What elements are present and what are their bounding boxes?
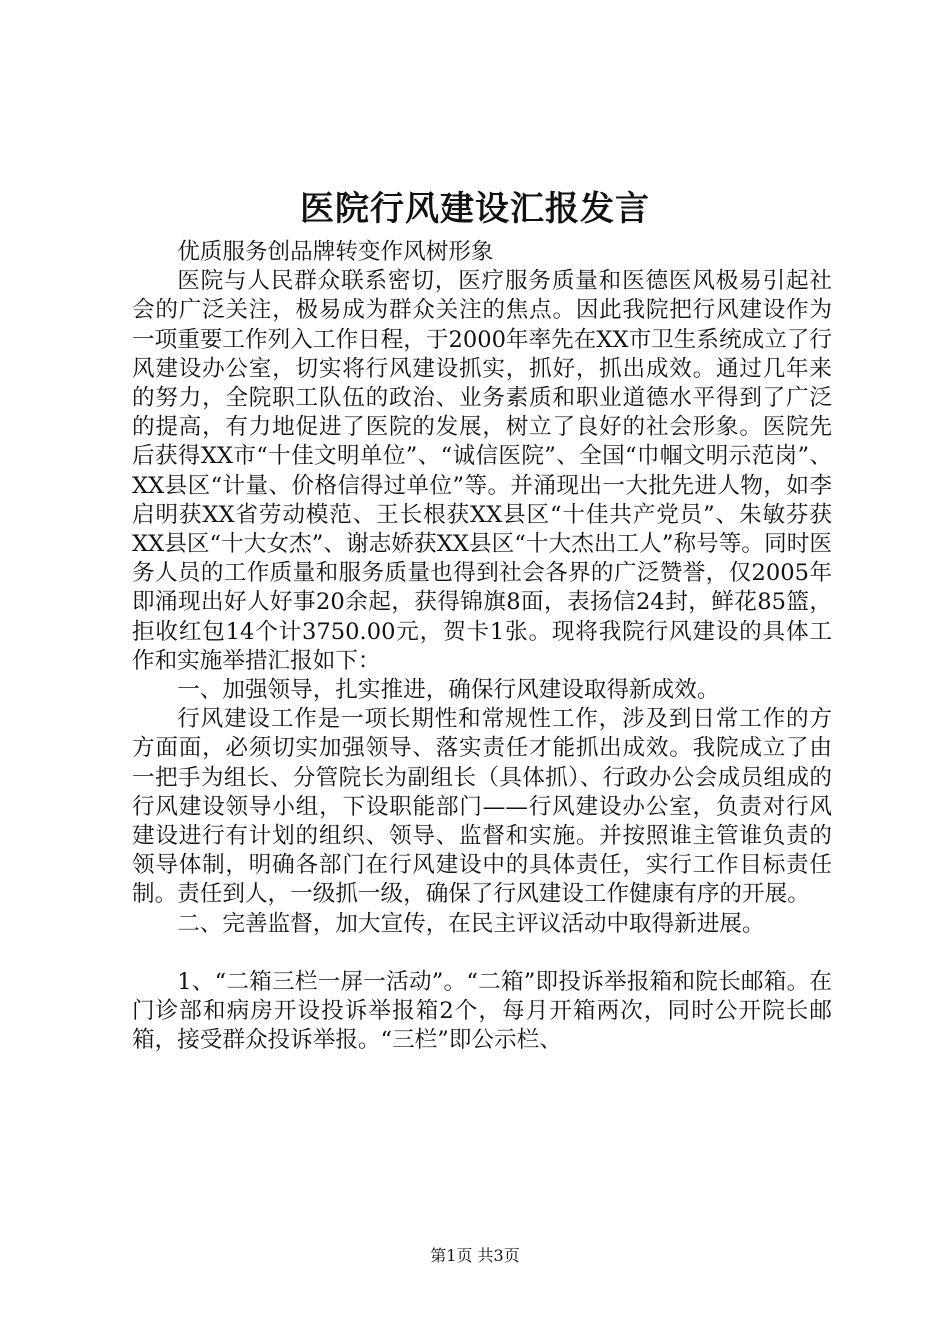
page-number: 第1页 共3页 (430, 1246, 520, 1265)
section-heading-1: 一、加强领导，扎实推进，确保行风建设取得新成效。 (177, 677, 720, 704)
section-1-paragraph: 行风建设工作是一项长期性和常规性工作，涉及到日常工作的方方面面，必须切实加强领导、落实责任才能抓出成效。我院成立了由一把手为组长、分管院长为副组长（具体抓）、行政办公会成员组成的行风建设领导小组，下设职能部门——行风建设办公室，负责对行风建设进行有计划的组织、领导、监督和实施。并按照谁主管谁负责的领导体制，明确各部门在行风建设中的具体责任，实行工作目标责任制。责任到人，一级抓一级，确保了行风建设工作健康有序的开展。 (132, 706, 832, 908)
document-body (132, 238, 832, 1055)
intro-paragraph: 医院与人民群众联系密切，医疗服务质量和医德医风极易引起社会的广泛关注，极易成为群众关注的焦点。因此我院把行风建设作为一项重要工作列入工作日程，于2000年率先在XX市卫生系统成立了行风建设办公室，切实将行风建设抓实，抓好，抓出成效。通过几年来的努力，全院职工队伍的政治、业务素质和职业道德水平得到了广泛的提高，有力地促进了医院的发展，树立了良好的社会形象。医院先后获得XX市“十佳文明单位”、“诚信医院”、全国“巾帼文明示范岗”、XX县区“计量、价格信得过单位”等。并涌现出一大批先进人物，如李启明获XX省劳动模范、王长根获XX县区“十佳共产党员”、朱敏芬获XX县区“十大女杰”、谢志娇获XX县区“十大杰出工人”称号等。同时医务人员的工作质量和服务质量也得到社会各界的广泛赞誉，仅2005年即涌现出好人好事20余起，获得锦旗8面，表扬信24封，鲜花85篮，拒收红包14个计3750.00元，贺卡1张。现将我院行风建设的具体工作和实施举措汇报如下： (132, 268, 832, 674)
subtitle-paragraph: 优质服务创品牌转变作风树形象 (177, 239, 494, 265)
section-2-item-1: 1、“二箱三栏一屏一活动”。“二箱”即投诉举报箱和院长邮箱。在门诊部和病房开设投诉举报箱2个，每月开箱两次，同时公开院长邮箱，接受群众投诉举报。“三栏”即公示栏、 (132, 968, 832, 1054)
section-heading-2: 二、完善监督，加大宣传，在民主评议活动中取得新进展。 (177, 910, 765, 937)
document-title: 医院行风建设汇报发言 (300, 189, 650, 229)
